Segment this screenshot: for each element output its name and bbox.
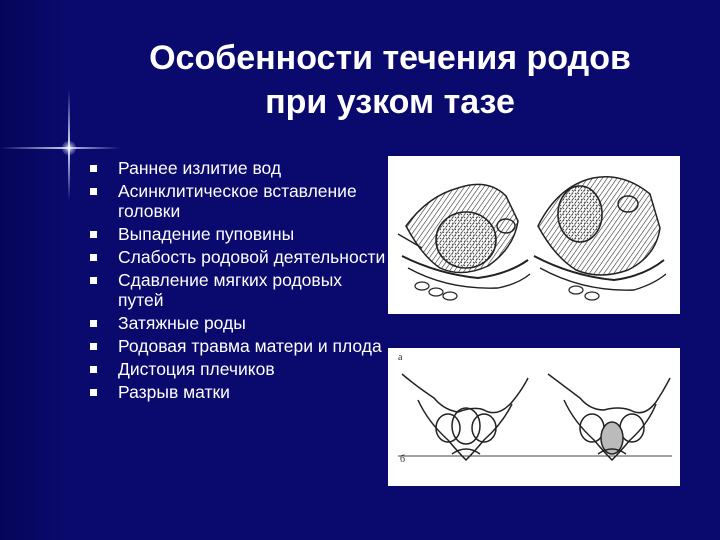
- square-bullet-icon: [90, 231, 97, 238]
- bullet-text: Выпадение пуповины: [118, 224, 295, 244]
- slide-title-line-1: Особенности течения родов: [149, 39, 631, 77]
- frontal-sketch-illustration: [388, 348, 680, 486]
- bullet-text: Родовая травма матери и плода: [118, 336, 382, 356]
- sagittal-sketch-illustration: [388, 156, 680, 314]
- figure-sagittal-pelvis-sketches: [388, 156, 680, 314]
- bullet-item: [88, 313, 388, 333]
- bullet-text: Сдавление мягких родовых путей: [118, 270, 343, 310]
- square-bullet-icon: [90, 277, 97, 284]
- bullet-text: Дистоция плечиков: [118, 359, 275, 379]
- bullet-text: Слабость родовой деятельности: [118, 247, 386, 267]
- left-decor-band: [0, 0, 70, 540]
- bullet-text: Затяжные роды: [118, 313, 246, 333]
- square-bullet-icon: [90, 343, 97, 350]
- figure-frontal-pelvis-sketches: [388, 348, 680, 486]
- figure-label-a: a: [398, 352, 403, 363]
- bullet-item: [88, 158, 388, 178]
- square-bullet-icon: [90, 254, 97, 261]
- bullet-item: [88, 270, 388, 310]
- square-bullet-icon: [90, 188, 97, 195]
- bullet-item: [88, 247, 388, 267]
- bullet-item: [88, 181, 388, 221]
- bullet-text: Раннее излитие вод: [118, 158, 282, 178]
- sparkle-star-icon: [62, 141, 76, 155]
- square-bullet-icon: [90, 165, 97, 172]
- square-bullet-icon: [90, 320, 97, 327]
- right-frontal-pelvis: [548, 374, 670, 460]
- bullet-text: Разрыв матки: [118, 382, 230, 402]
- sparkle-horizontal-ray: [0, 147, 120, 149]
- left-frontal-pelvis: [402, 374, 528, 460]
- bullet-text: Асинклитическое вставление головки: [118, 181, 357, 221]
- figure-label-b: б: [400, 454, 406, 465]
- bullet-item: [88, 336, 388, 356]
- bullet-item: [88, 224, 388, 244]
- bullet-item: [88, 382, 388, 402]
- bullet-item: [88, 359, 388, 379]
- slide-title-line-2: при узком тазе: [265, 83, 515, 121]
- right-sagittal-sketch: [534, 177, 666, 300]
- bullet-list: [88, 158, 388, 405]
- slide-title: [90, 36, 690, 124]
- square-bullet-icon: [90, 389, 97, 396]
- square-bullet-icon: [90, 366, 97, 373]
- left-sagittal-sketch: [398, 184, 530, 300]
